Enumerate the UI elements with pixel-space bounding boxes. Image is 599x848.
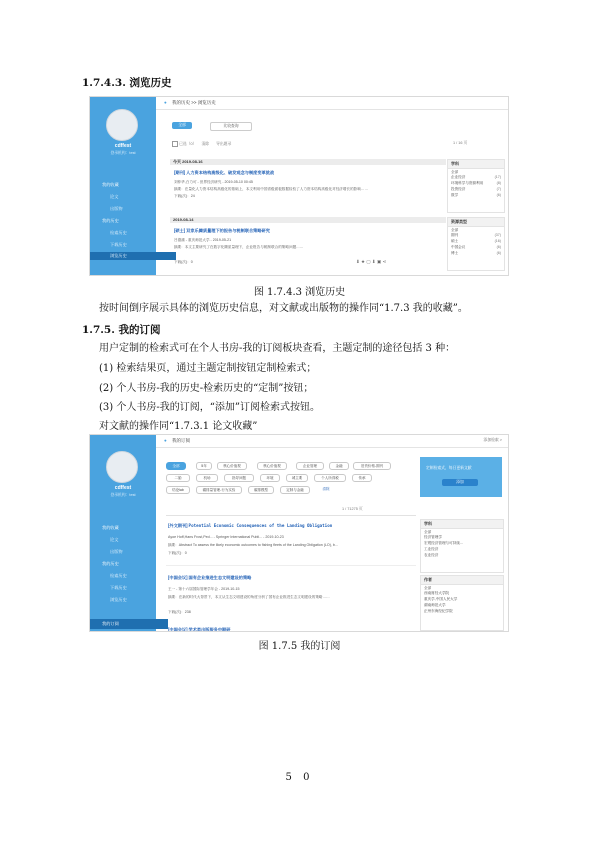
record-meta: 吕德蒲 - 重庆师范大学 - 2019-05-21 [174,238,232,242]
divider [166,515,416,516]
breadcrumb-bar [156,435,508,448]
sidebar-item-download-history[interactable]: 下载历史 [110,585,127,590]
record-meta: 王一 - 第十六届国际管理学年会 - 2019-10-15 [168,587,240,591]
record-title[interactable]: 学术类出版服务中期研 [188,627,231,632]
sidebar-item-history[interactable]: 我的历史 [102,218,119,223]
tag[interactable]: 金融 [329,462,349,470]
tag[interactable]: 结论lab [166,486,190,494]
all-button[interactable]: 全部 [172,122,192,129]
divider [166,565,416,566]
facet-row[interactable]: 正州东海经纪学院 [424,608,453,613]
tag[interactable]: 指导问题 [224,474,254,482]
facet-row[interactable]: 重庆学,中国人民大学 [424,597,458,602]
record-downloads: 下载(次)：238 [168,610,191,614]
record-abstract: 摘要：在新的时代大背景下，本文从生态文明建设的角度分析了国有企业推进生态文明建设的策略…… [168,595,330,599]
facet-title: 学科 [448,160,504,169]
facet-row[interactable]: 农业经济 [424,552,439,557]
subscribe-panel [420,457,502,497]
date-group-2019-08-14: 2019-08-14 [170,217,446,223]
facet-row[interactable]: 企业经济 (17) [451,175,501,180]
facet-row[interactable]: 湖南师范大学 [424,602,446,607]
facet-row[interactable]: 博士 (6) [451,250,501,255]
record-downloads: 下载(次)：0 [168,551,187,555]
tag[interactable]: 全部 [166,462,186,470]
clear-tags-button[interactable]: 清除 [316,486,336,492]
clear-button[interactable]: 清除 [201,142,210,146]
pager: 1 / 16 页 [453,141,468,145]
date-group-today: 今天 2019-08-16 [170,159,446,165]
subject-facet [447,159,505,213]
selected-count [172,141,231,147]
sidebar-item-browse-history[interactable]: 浏览历史 [110,597,127,602]
facet-row[interactable]: 全部 [424,585,432,590]
record-title[interactable]: 双家乐腾质量理下的报告与税制联合策略研究 [186,228,270,233]
sidebar-item-download-history[interactable]: 下载历史 [110,242,127,247]
record-type: [硕士] [174,228,186,233]
sidebar [90,97,156,275]
record-title[interactable]: 国有企业推进生态文明建设的策略 [188,575,252,580]
username: cdffest [114,143,132,149]
image-icon[interactable]: ▣ [376,259,382,264]
author-facet [420,575,504,631]
facet-row[interactable]: 环境科学与资源利用 (8) [451,181,501,186]
sidebar-item-publications[interactable]: 出版物 [110,549,123,554]
sidebar-item-favorites[interactable]: 我的收藏 [102,525,119,530]
facet-row[interactable]: 硕士 (16) [451,239,501,244]
sidebar-item-history[interactable]: 我的历史 [102,561,119,566]
star-icon[interactable]: ★ [361,259,366,264]
tag[interactable]: 企业管理 [296,462,324,470]
tag[interactable]: 定制与金融 [280,486,310,494]
tag[interactable]: 核心价值观 [257,462,287,470]
page-number: 5 0 [285,772,314,783]
record-downloads: 下载(次)：24 [174,194,195,198]
record-meta: 刘仲华,白力可 - 世界经济研究 - 2019-05-10 00:45 [174,180,253,184]
user-institution: 登录机构：test [110,493,136,497]
subscription-screenshot [89,434,509,632]
sidebar-item-publications[interactable]: 出版物 [110,206,123,211]
tag[interactable]: 旧货价格-期刊 [353,462,391,470]
paragraph: 按时间倒序展示具体的浏览历史信息，对文献或出版物的操作同“1.7.3 我的收藏”。 [99,303,468,314]
tag[interactable]: 传承 [352,474,372,482]
record-abstract: 摘要：本文主要研究了在数字化腾质量理下，企业报告与税制联合的策略问题…… [174,245,304,249]
resource-type-facet [447,217,505,271]
location-icon: ● [164,438,167,443]
file-icon[interactable]: ▢ [366,259,371,264]
location-icon: ● [164,100,167,105]
figure-caption-browse-history: 图 1.7.4.3 浏览历史 [253,287,346,298]
list-item: (1) 检索结果页，通过主题定制按钮定制检索式； [99,363,317,374]
sidebar-item-search-history[interactable]: 检索历史 [110,573,127,578]
paragraph: 对文献的操作同“1.7.3.1 论文收藏” [99,421,258,432]
sidebar-item-browse-history[interactable]: 浏览历史 [90,252,176,260]
sidebar-item-papers[interactable]: 论文 [110,537,119,542]
tag[interactable]: 碳排量管理-行为实验 [196,486,242,494]
record-type: [外文期刊] [168,523,188,528]
tag[interactable]: 个人所得税 [314,474,346,482]
facet-title: 作者 [421,576,503,585]
paragraph: 用户定制的检索式可在个人书房-我的订阅板块查看，主题定制的途径包括 3 种： [99,343,456,354]
breadcrumb: 我的订阅 [172,438,190,443]
facet-row[interactable]: 投资经济 (7) [451,186,501,191]
tag[interactable]: 环境 [260,474,280,482]
share-icon[interactable]: ⋖ [382,259,387,264]
facet-row[interactable]: 工业经济 [424,546,439,551]
add-search-link[interactable]: 添加检索 > [483,438,502,442]
sidebar-item-subscription[interactable]: 我的订阅 [90,619,168,629]
subscribe-hint: 定制检索式，每日更新文献 [426,466,472,470]
facet-row[interactable]: 经济管理学 [424,535,442,540]
selected-label: 已选（0） [179,142,197,146]
facet-row[interactable]: 全部 [451,169,459,174]
facet-title: 学科 [421,520,503,529]
facet-row[interactable]: 期刊 (37) [451,233,501,238]
avatar [106,451,138,483]
tag[interactable]: 二胎 [166,474,190,482]
sidebar-item-favorites[interactable]: 我的收藏 [102,182,119,187]
list-item: (3) 个人书房-我的订阅，“添加”订阅检索式按钮。 [99,402,320,413]
record-downloads: 下载(次)：0 [174,260,193,264]
facet-title: 资源类型 [448,218,504,227]
facet-row[interactable]: 全部 [451,227,459,232]
tag[interactable]: 碳排模型 [248,486,274,494]
username: cdffest [114,485,132,491]
record-abstract: 摘要：Abstract To assess the likely economic outcomes to fishing fleets of the Landing Obligation (LO), b... [168,543,338,547]
breadcrumb-bar [156,97,508,110]
record-actions [356,259,386,265]
breadcrumb: 我的历史 >> 浏览历史 [172,100,216,105]
subject-facet [420,519,504,573]
facet-row[interactable]: 全部 [424,529,432,534]
tag[interactable]: 机场 [196,474,218,482]
facet-row[interactable]: 宏观经济管理与可持续... [424,541,463,546]
sidebar-item-papers[interactable]: 论文 [110,194,119,199]
record-type: [中国会议] [168,575,188,580]
record-title[interactable]: Potential Economic Consequences of the Landing Obligation [188,523,333,528]
figure-caption-subscription: 图 1.7.5 我的订阅 [258,641,341,652]
record-abstract: 摘要：在量化人力资本结构高级化的基础上，本文利用中国省级面板数据检验了人力资本结构高级化对经济增长的影响…… [174,187,369,191]
browse-history-screenshot [89,96,509,276]
pager: 1 / 71275 页 [342,507,363,511]
record-title[interactable]: 人力资本结构高级化、破发观念与制度变革挑战 [186,170,275,175]
sidebar [90,435,156,631]
section-heading-browse-history: 1.7.4.3. 浏览历史 [82,77,172,89]
download-icon[interactable]: ⬇ [356,259,360,264]
checkbox-icon[interactable] [172,141,178,147]
tag[interactable]: 核心价值观 [217,462,247,470]
facet-row[interactable]: 中国会议 (6) [451,244,501,249]
facet-row[interactable]: 西南财经大学院 [424,591,450,596]
add-subscription-button[interactable]: 添加 [442,479,478,486]
export-icon[interactable]: ⬇ [371,259,376,264]
section-heading-my-subscription: 1.7.5. 我的订阅 [82,324,161,336]
facet-row[interactable]: 数学 (6) [451,192,501,197]
avatar [106,109,138,141]
record-type: [中国会议] [168,627,188,632]
sidebar-item-search-history[interactable]: 检索历史 [110,230,127,235]
record-meta: Ayoe Hoff,Hans Frost,Ped... - Springer International Publi... - 2019-10-23 [168,535,284,539]
export-button[interactable]: 导出题录 [216,142,232,146]
list-item: (2) 个人书房-我的历史-检索历史的“定制”按钮； [99,383,314,394]
record-type: [期刊] [174,170,186,175]
tag[interactable]: 城主要 [286,474,308,482]
tag[interactable]: 5年 [196,462,212,470]
compare-button[interactable]: 比较查询 [210,122,252,131]
user-institution: 登录机构：test [110,151,136,155]
